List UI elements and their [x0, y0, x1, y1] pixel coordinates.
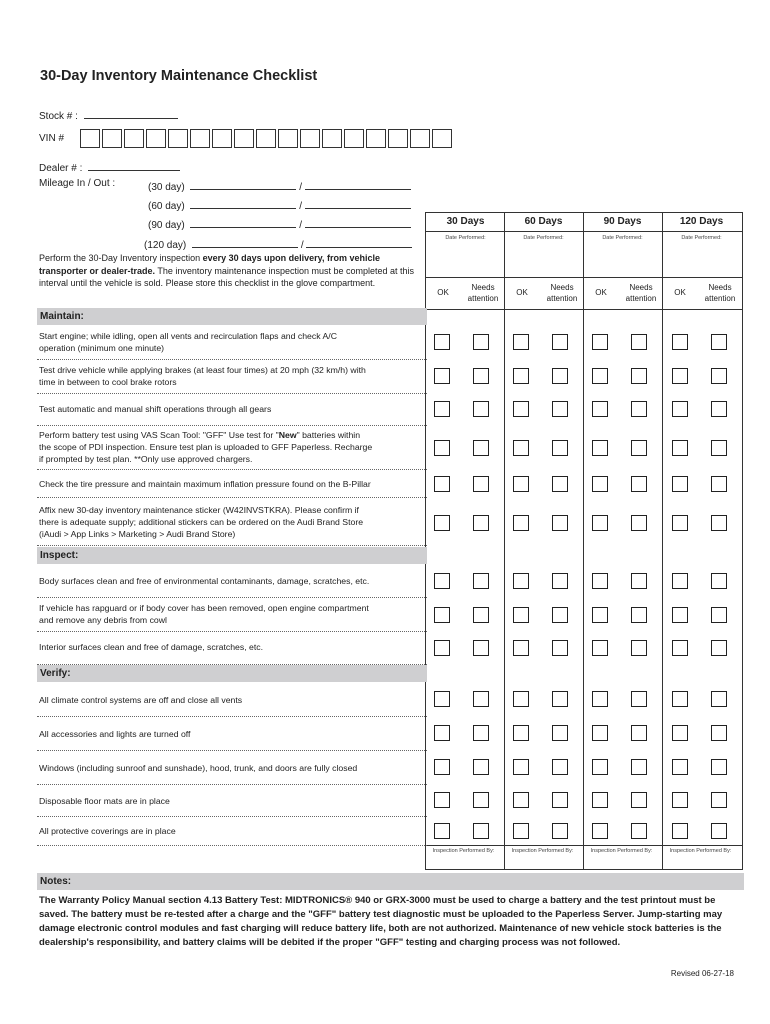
needs-attention-checkbox[interactable] [711, 401, 727, 417]
stock-input-line[interactable] [84, 107, 178, 119]
column-header-90: 90 Days [603, 216, 642, 227]
row-text: (iAudi > App Links > Marketing > Audi Brand Store) [39, 529, 236, 539]
mileage-row-60 [148, 197, 411, 212]
notes-text: The Warranty Policy Manual section 4.13 Battery Test: MIDTRONICS® 940 or GRX-3000 must be used to charge a battery and the test printout must be saved. The battery must be re-tested after a charge and the "GFF" battery test diagnostic must be uploaded to the Paperless Server. Jump-starting may damage electronic control modules and fast charging will reduce battery life, both are not authorized. Maintenance of new vehicle stock batteries is the dealership's responsibility, and battery claims will be debited if the proper "GFF" testing and charging process was not followed. [39, 895, 723, 948]
mileage-interval-label: (90 day) [148, 220, 185, 231]
needs-line: Needs [708, 283, 732, 292]
ok-checkbox[interactable] [592, 368, 608, 384]
needs-attention-checkbox[interactable] [473, 573, 489, 589]
needs-attention-checkbox[interactable] [711, 823, 727, 839]
needs-attention-checkbox[interactable] [552, 823, 568, 839]
needs-attention-checkbox[interactable] [631, 640, 647, 656]
checklist-row [37, 498, 427, 546]
row-text-part: " batteries within [296, 430, 361, 440]
needs-attention-checkbox[interactable] [711, 334, 727, 350]
ok-checkbox[interactable] [434, 476, 450, 492]
row-text [39, 429, 360, 441]
mileage-row-90 [148, 216, 411, 231]
ok-checkbox[interactable] [434, 792, 450, 808]
needs-attention-checkbox[interactable] [552, 515, 568, 531]
vin-box[interactable] [212, 129, 232, 148]
ok-checkbox[interactable] [592, 759, 608, 775]
needs-attention-checkbox[interactable] [473, 401, 489, 417]
ok-checkbox[interactable] [592, 725, 608, 741]
checklist-row [37, 598, 427, 632]
ok-checkbox[interactable] [513, 725, 529, 741]
intro-text: The inventory maintenance inspection must be completed at this interval until the vehicle is sold. Please store this checklist in the glove compartment. [39, 265, 415, 289]
row-text: All protective coverings are in place [39, 826, 176, 836]
grid-divider [426, 845, 742, 846]
needs-attention-checkbox[interactable] [552, 573, 568, 589]
needs-attention-checkbox[interactable] [711, 607, 727, 623]
row-text: Test automatic and manual shift operations through all gears [39, 404, 272, 414]
mileage-interval-label: (120 day) [144, 240, 187, 251]
ok-checkbox[interactable] [672, 334, 688, 350]
column-divider [504, 213, 505, 869]
date-performed-label: Date Performed: [681, 235, 722, 241]
inspection-performed-by: Inspection Performed By: [511, 848, 574, 854]
needs-attention-checkbox[interactable] [552, 759, 568, 775]
ok-checkbox[interactable] [434, 607, 450, 623]
ok-checkbox[interactable] [513, 334, 529, 350]
column-header-60: 60 Days [524, 216, 563, 227]
ok-checkbox[interactable] [434, 334, 450, 350]
needs-attention-checkbox[interactable] [711, 515, 727, 531]
needs-attention-checkbox[interactable] [631, 440, 647, 456]
row-text: Interior surfaces clean and free of damage, scratches, etc. [39, 642, 264, 652]
needs-attention-checkbox[interactable] [473, 334, 489, 350]
needs-attention-checkbox[interactable] [552, 334, 568, 350]
ok-checkbox[interactable] [672, 476, 688, 492]
grid-divider [426, 277, 742, 278]
needs-attention-checkbox[interactable] [711, 476, 727, 492]
row-text-bold: New [278, 430, 297, 440]
needs-attention-checkbox[interactable] [473, 476, 489, 492]
needs-attention-checkbox[interactable] [473, 368, 489, 384]
ok-checkbox[interactable] [592, 640, 608, 656]
needs-attention-checkbox[interactable] [631, 476, 647, 492]
vin-label: VIN # [39, 133, 65, 144]
ok-checkbox[interactable] [672, 401, 688, 417]
needs-attention-label [621, 282, 661, 304]
ok-checkbox[interactable] [513, 607, 529, 623]
ok-checkbox[interactable] [592, 607, 608, 623]
ok-checkbox[interactable] [592, 401, 608, 417]
ok-checkbox[interactable] [434, 691, 450, 707]
needs-attention-checkbox[interactable] [711, 691, 727, 707]
mileage-in-line[interactable] [190, 178, 296, 190]
attention-line: attention [546, 294, 578, 303]
ok-checkbox[interactable] [592, 515, 608, 531]
needs-attention-checkbox[interactable] [473, 691, 489, 707]
ok-checkbox[interactable] [592, 792, 608, 808]
mileage-out-line[interactable] [305, 216, 411, 228]
needs-attention-checkbox[interactable] [711, 759, 727, 775]
needs-attention-checkbox[interactable] [552, 792, 568, 808]
attention-line: attention [625, 294, 657, 303]
needs-attention-checkbox[interactable] [631, 401, 647, 417]
dealer-label: Dealer # : [39, 163, 83, 174]
ok-checkbox[interactable] [513, 691, 529, 707]
ok-label: OK [674, 288, 686, 297]
row-text: if prompted by test plan. **Only use approved chargers. [39, 454, 253, 464]
row-text: and remove any debris from cowl [39, 615, 167, 625]
needs-attention-label [542, 282, 582, 304]
needs-attention-checkbox[interactable] [552, 440, 568, 456]
checklist-row [37, 360, 427, 394]
ok-checkbox[interactable] [592, 440, 608, 456]
section-header-verify: Verify: [37, 665, 427, 682]
ok-checkbox[interactable] [434, 440, 450, 456]
needs-attention-checkbox[interactable] [631, 691, 647, 707]
ok-checkbox[interactable] [513, 823, 529, 839]
ok-label: OK [516, 288, 528, 297]
mileage-interval-label: (60 day) [148, 201, 185, 212]
row-text: Disposable floor mats are in place [39, 796, 170, 806]
needs-attention-checkbox[interactable] [473, 515, 489, 531]
needs-attention-checkbox[interactable] [473, 440, 489, 456]
ok-label: OK [437, 288, 449, 297]
mileage-out-line[interactable] [305, 197, 411, 209]
vin-box[interactable] [80, 129, 100, 148]
mileage-out-line[interactable] [305, 178, 411, 190]
row-text: All accessories and lights are turned off [39, 729, 191, 739]
slash: / [300, 240, 304, 251]
ok-checkbox[interactable] [434, 368, 450, 384]
ok-checkbox[interactable] [513, 476, 529, 492]
checklist-row [37, 426, 427, 470]
ok-checkbox[interactable] [672, 440, 688, 456]
vin-box[interactable] [344, 129, 364, 148]
ok-checkbox[interactable] [672, 640, 688, 656]
needs-attention-checkbox[interactable] [711, 573, 727, 589]
ok-checkbox[interactable] [672, 759, 688, 775]
row-text: Body surfaces clean and free of environmental contaminants, damage, scratches, etc. [39, 576, 370, 586]
needs-attention-checkbox[interactable] [631, 792, 647, 808]
ok-label: OK [595, 288, 607, 297]
mileage-interval-label: (30 day) [148, 182, 185, 193]
row-text: Affix new 30-day inventory maintenance sticker (W42INVSTKRA). Please confirm if [39, 505, 359, 515]
needs-attention-checkbox[interactable] [473, 725, 489, 741]
ok-checkbox[interactable] [592, 334, 608, 350]
checklist-row [37, 751, 427, 785]
vin-box[interactable] [410, 129, 430, 148]
ok-checkbox[interactable] [592, 573, 608, 589]
intro-text: Perform the 30-Day Inventory inspection [39, 253, 203, 263]
ok-checkbox[interactable] [434, 823, 450, 839]
needs-attention-checkbox[interactable] [552, 725, 568, 741]
mileage-in-line[interactable] [190, 197, 296, 209]
vin-box[interactable] [190, 129, 210, 148]
ok-checkbox[interactable] [672, 573, 688, 589]
needs-attention-checkbox[interactable] [631, 334, 647, 350]
needs-attention-checkbox[interactable] [631, 515, 647, 531]
needs-attention-checkbox[interactable] [473, 759, 489, 775]
needs-attention-checkbox[interactable] [711, 368, 727, 384]
section-header-inspect: Inspect: [37, 547, 427, 564]
ok-checkbox[interactable] [434, 573, 450, 589]
page-title: 30-Day Inventory Maintenance Checklist [40, 68, 318, 84]
vin-box[interactable] [366, 129, 386, 148]
column-divider [583, 213, 584, 869]
vin-box[interactable] [124, 129, 144, 148]
section-header-maintain: Maintain: [37, 308, 427, 325]
needs-attention-checkbox[interactable] [473, 823, 489, 839]
needs-attention-checkbox[interactable] [711, 440, 727, 456]
vin-box[interactable] [322, 129, 342, 148]
mileage-label: Mileage In / Out : [39, 178, 116, 189]
ok-checkbox[interactable] [513, 368, 529, 384]
needs-attention-checkbox[interactable] [552, 368, 568, 384]
ok-checkbox[interactable] [434, 725, 450, 741]
needs-line: Needs [471, 283, 495, 292]
needs-attention-checkbox[interactable] [552, 640, 568, 656]
attention-line: attention [704, 294, 736, 303]
intro-bold-text: every 30 days upon delivery, from vehicle transporter or dealer-trade. [39, 253, 380, 276]
date-performed-label: Date Performed: [602, 235, 643, 241]
needs-attention-checkbox[interactable] [552, 607, 568, 623]
needs-attention-checkbox[interactable] [552, 401, 568, 417]
needs-attention-checkbox[interactable] [711, 792, 727, 808]
ok-checkbox[interactable] [434, 640, 450, 656]
checklist-row [37, 326, 427, 360]
needs-attention-checkbox[interactable] [473, 607, 489, 623]
row-text-part: Perform battery test using VAS Scan Tool: "GFF" Use test for " [39, 430, 279, 440]
row-text: Start engine; while idling, open all vents and recirculation flaps and check A/C [39, 331, 337, 341]
row-text: there is adequate supply; additional stickers can be ordered on the Audi Brand Store [39, 517, 364, 527]
needs-attention-label [700, 282, 740, 304]
vin-box[interactable] [388, 129, 408, 148]
row-text: Test drive vehicle while applying brakes (at least four times) at 20 mph (32 km/h) with [39, 365, 366, 375]
slash: / [299, 182, 303, 193]
vin-box[interactable] [432, 129, 452, 148]
ok-checkbox[interactable] [592, 691, 608, 707]
ok-checkbox[interactable] [592, 476, 608, 492]
slash: / [299, 220, 303, 231]
checklist-row [37, 683, 427, 717]
mileage-row-30 [148, 178, 411, 193]
needs-line: Needs [550, 283, 574, 292]
vin-box[interactable] [146, 129, 166, 148]
vin-box[interactable] [256, 129, 276, 148]
attention-line: attention [467, 294, 499, 303]
row-text: Windows (including sunroof and sunshade), hood, trunk, and doors are fully closed [39, 763, 358, 773]
ok-checkbox[interactable] [672, 725, 688, 741]
stock-field [39, 107, 178, 122]
date-performed-label: Date Performed: [523, 235, 564, 241]
notes-header: Notes: [37, 873, 744, 890]
needs-attention-checkbox[interactable] [552, 476, 568, 492]
needs-attention-checkbox[interactable] [711, 640, 727, 656]
row-text: operation (minimum one minute) [39, 343, 165, 353]
revised-date: Revised 06-27-18 [670, 969, 734, 978]
ok-checkbox[interactable] [672, 792, 688, 808]
needs-attention-checkbox[interactable] [552, 691, 568, 707]
row-text: time in between to cool brake rotors [39, 377, 177, 387]
inspection-performed-by: Inspection Performed By: [590, 848, 653, 854]
ok-checkbox[interactable] [513, 401, 529, 417]
mileage-row-120 [144, 236, 412, 251]
grid-divider [426, 309, 742, 310]
ok-checkbox[interactable] [672, 515, 688, 531]
ok-checkbox[interactable] [513, 792, 529, 808]
dealer-input-line[interactable] [88, 159, 180, 171]
date-performed-label: Date Performed: [445, 235, 486, 241]
needs-attention-checkbox[interactable] [631, 725, 647, 741]
ok-checkbox[interactable] [592, 823, 608, 839]
vin-box[interactable] [168, 129, 188, 148]
checklist-row [37, 394, 427, 426]
needs-attention-checkbox[interactable] [473, 792, 489, 808]
inspection-performed-by: Inspection Performed By: [669, 848, 732, 854]
needs-attention-checkbox[interactable] [631, 759, 647, 775]
slash: / [299, 201, 303, 212]
ok-checkbox[interactable] [672, 823, 688, 839]
checklist-row [37, 632, 427, 665]
row-text: If vehicle has rapguard or if body cover has been removed, open engine compartment [39, 603, 369, 613]
vin-box[interactable] [300, 129, 320, 148]
ok-checkbox[interactable] [672, 607, 688, 623]
needs-attention-label [463, 282, 503, 304]
checklist-row [37, 817, 427, 846]
column-header-120: 120 Days [679, 216, 724, 227]
ok-checkbox[interactable] [513, 573, 529, 589]
ok-checkbox[interactable] [513, 759, 529, 775]
stock-label: Stock # : [39, 111, 78, 122]
needs-attention-checkbox[interactable] [711, 725, 727, 741]
dealer-field [39, 159, 180, 174]
needs-attention-checkbox[interactable] [631, 607, 647, 623]
checklist-row [37, 564, 427, 598]
checklist-row [37, 470, 427, 498]
ok-checkbox[interactable] [434, 515, 450, 531]
ok-checkbox[interactable] [513, 440, 529, 456]
grid-divider [426, 231, 742, 232]
needs-line: Needs [629, 283, 653, 292]
ok-checkbox[interactable] [434, 401, 450, 417]
inspection-performed-by: Inspection Performed By: [432, 848, 495, 854]
mileage-in-line[interactable] [190, 216, 296, 228]
ok-checkbox[interactable] [513, 640, 529, 656]
ok-checkbox[interactable] [434, 759, 450, 775]
needs-attention-checkbox[interactable] [473, 640, 489, 656]
needs-attention-checkbox[interactable] [631, 573, 647, 589]
ok-checkbox[interactable] [513, 515, 529, 531]
ok-checkbox[interactable] [672, 691, 688, 707]
vin-box[interactable] [278, 129, 298, 148]
mileage-in-line[interactable] [192, 236, 298, 248]
row-text: All climate control systems are off and close all vents [39, 695, 243, 705]
intro-paragraph [39, 252, 425, 290]
vin-box[interactable] [234, 129, 254, 148]
checklist-row [37, 717, 427, 751]
vin-box[interactable] [102, 129, 122, 148]
checklist-row [37, 785, 427, 817]
row-text: Check the tire pressure and maintain maximum inflation pressure found on the B-Pillar [39, 479, 371, 489]
column-divider [662, 213, 663, 869]
needs-attention-checkbox[interactable] [631, 368, 647, 384]
needs-attention-checkbox[interactable] [631, 823, 647, 839]
row-text: the scope of PDI inspection. Ensure test plan is uploaded to GFF Paperless. Recharge [39, 442, 373, 452]
mileage-out-line[interactable] [306, 236, 412, 248]
ok-checkbox[interactable] [672, 368, 688, 384]
column-header-30: 30 Days [446, 216, 485, 227]
